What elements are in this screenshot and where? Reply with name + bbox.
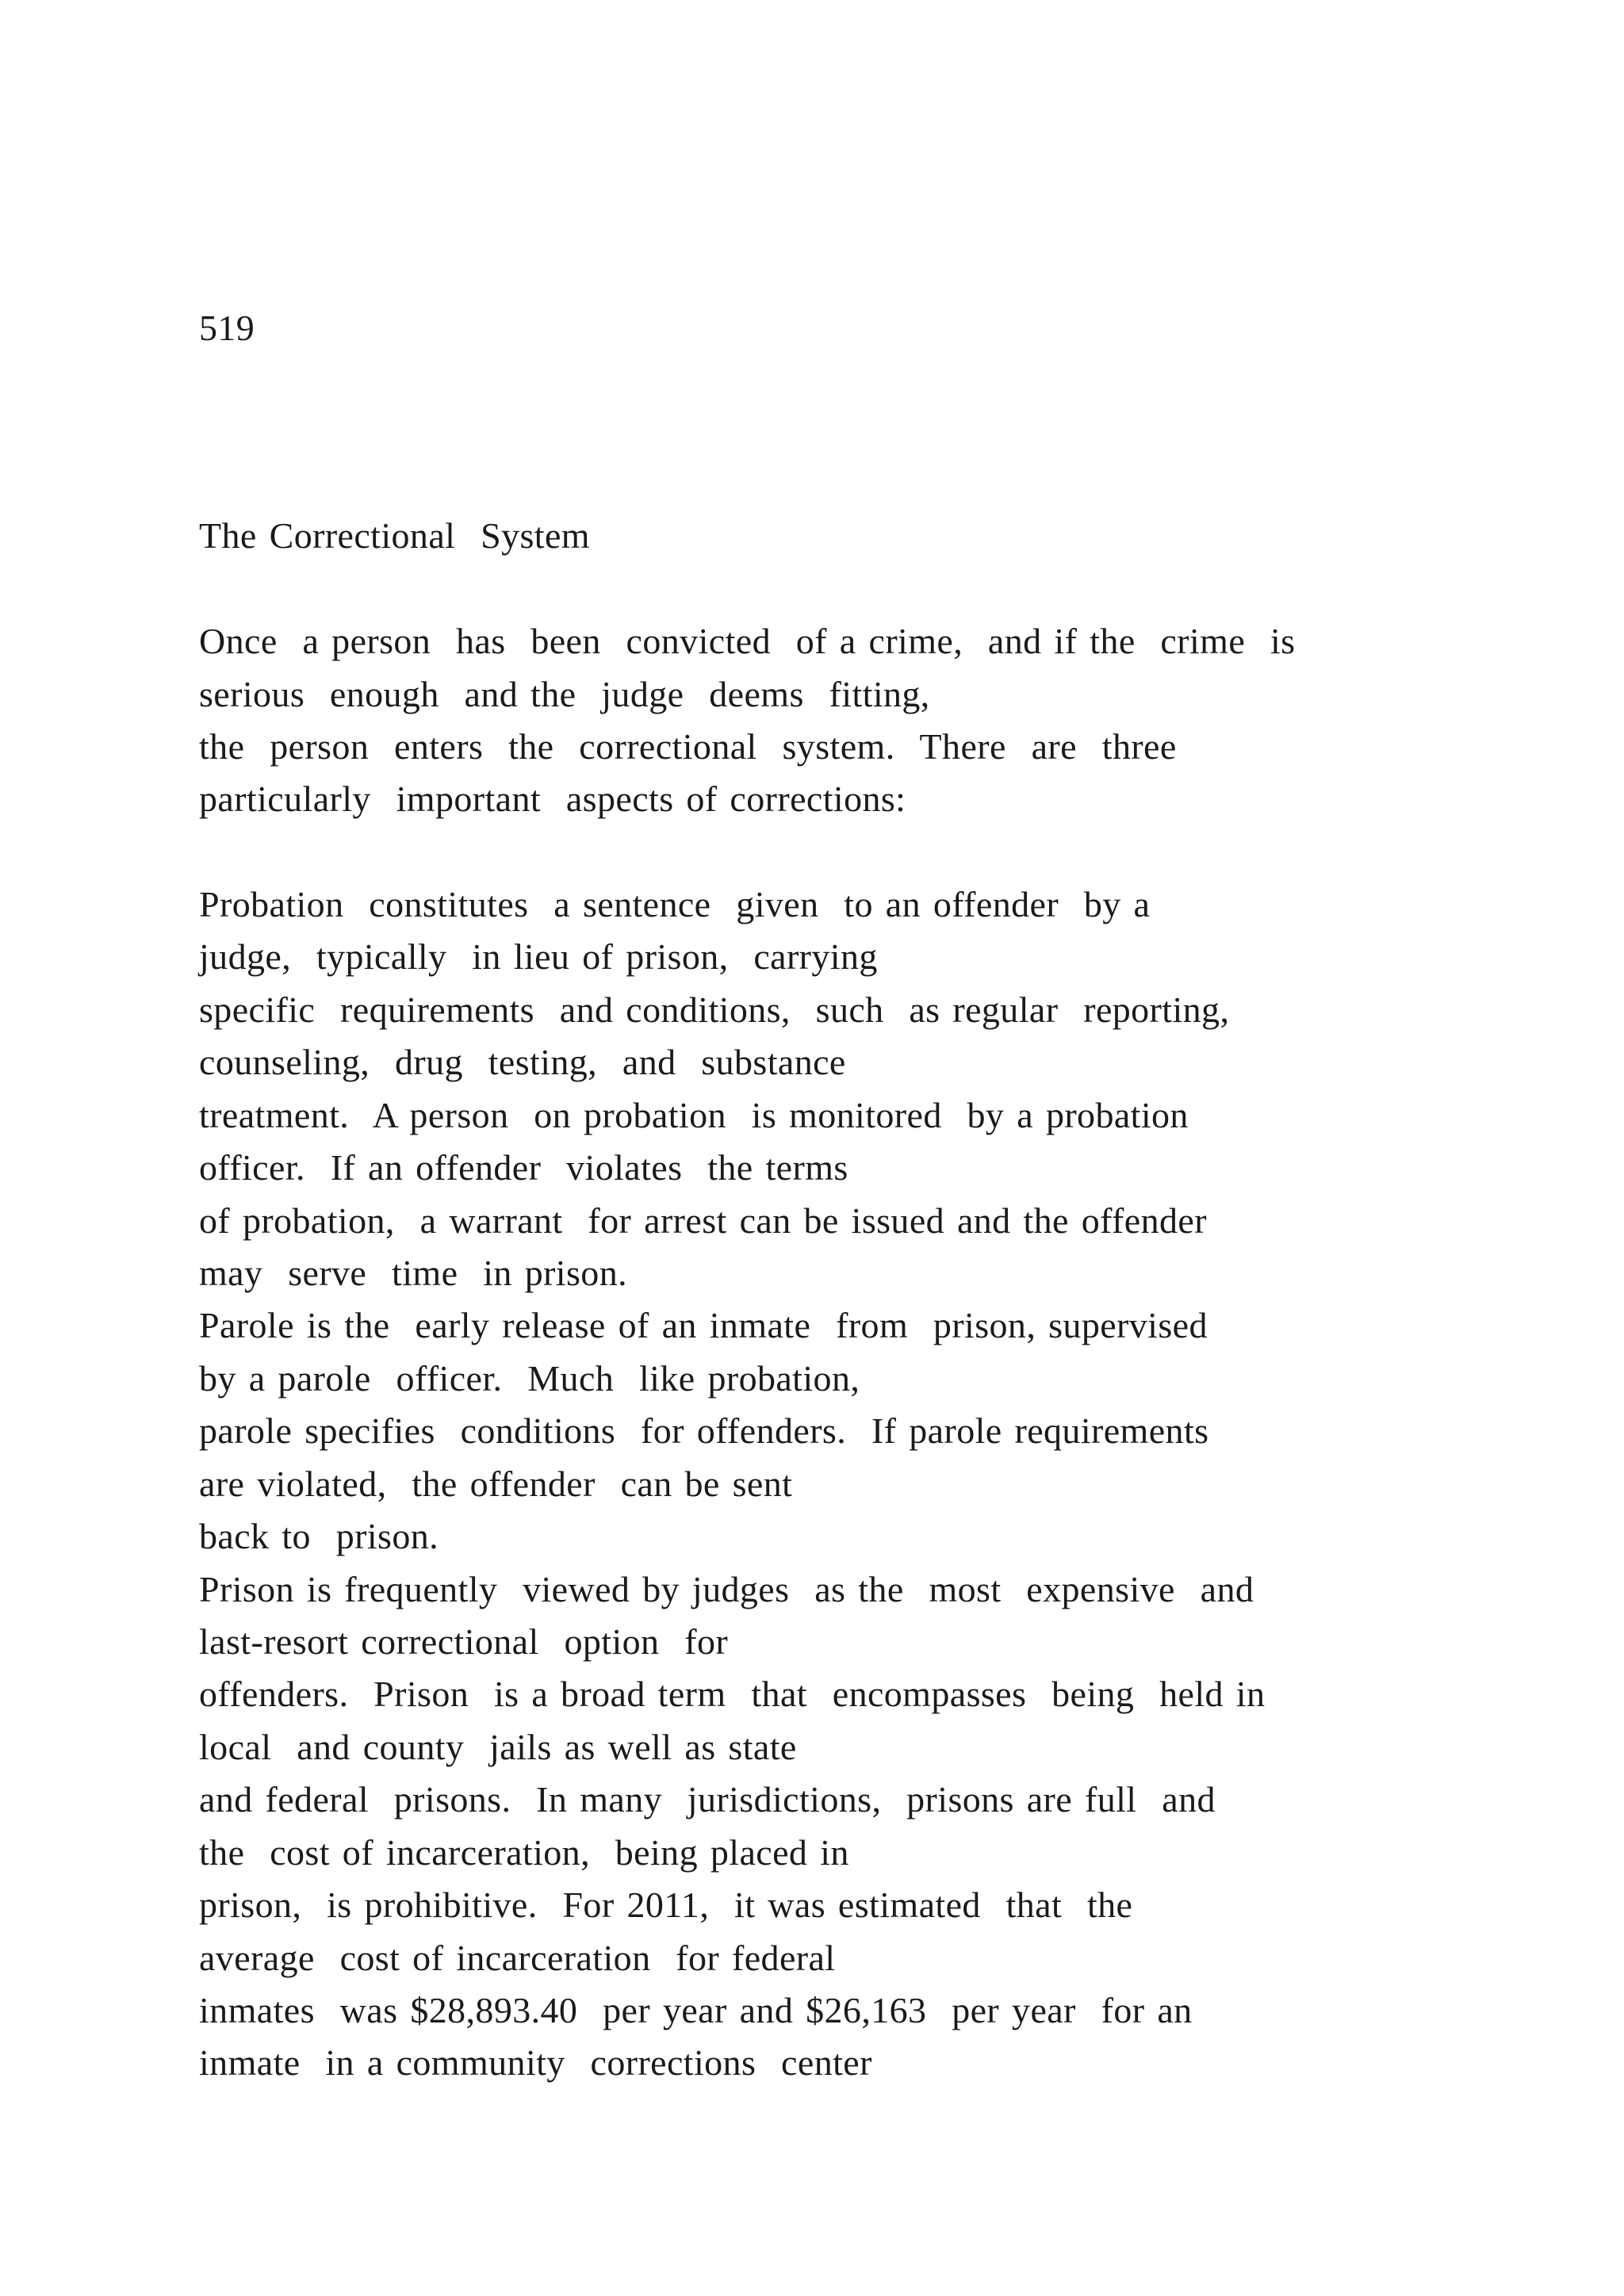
body-line: last-resort correctional option for <box>199 1621 729 1662</box>
body-line: specific requirements and conditions, such as regular reporting, <box>199 989 1230 1030</box>
body-line: local and county jails as well as state <box>199 1727 797 1767</box>
body-line: average cost of incarceration for federal <box>199 1938 836 1978</box>
body-line: inmate in a community corrections center <box>199 2042 872 2083</box>
body-line: the cost of incarceration, being placed in <box>199 1832 849 1873</box>
page-number: 519 <box>199 308 255 348</box>
body-line: Once a person has been convicted of a crime, and if the crime is <box>199 621 1296 661</box>
body-line: Prison is frequently viewed by judges as the most expensive and <box>199 1569 1254 1609</box>
body-line: particularly important aspects of corrections: <box>199 779 906 819</box>
body-line: offenders. Prison is a broad term that encompasses being held in <box>199 1674 1266 1714</box>
body-line: serious enough and the judge deems fitting, <box>199 674 930 714</box>
body-line: judge, typically in lieu of prison, carrying <box>199 936 878 977</box>
body-line: of probation, a warrant for arrest can be issued and the offender <box>199 1200 1207 1241</box>
body-line: treatment. A person on probation is monitored by a probation <box>199 1095 1189 1135</box>
body-line: may serve time in prison. <box>199 1253 627 1293</box>
body-line: parole specifies conditions for offenders. If parole requirements <box>199 1410 1209 1451</box>
body-line: by a parole officer. Much like probation, <box>199 1358 860 1399</box>
body-line: the person enters the correctional system. There are three <box>199 726 1177 767</box>
body-line: Probation constitutes a sentence given to an offender by a <box>199 884 1151 924</box>
body-line: officer. If an offender violates the terms <box>199 1147 848 1188</box>
body-line: back to prison. <box>199 1516 439 1556</box>
body-line: and federal prisons. In many jurisdictions, prisons are full and <box>199 1779 1216 1820</box>
body-line: counseling, drug testing, and substance <box>199 1042 846 1082</box>
body-line: are violated, the offender can be sent <box>199 1464 793 1504</box>
body-line: prison, is prohibitive. For 2011, it was estimated that the <box>199 1885 1133 1925</box>
body-line: Parole is the early release of an inmate from prison, supervised <box>199 1305 1208 1345</box>
body-line: inmates was $28,893.40 per year and $26,163 per year for an <box>199 1990 1193 2030</box>
section-heading: The Correctional System <box>199 515 590 556</box>
